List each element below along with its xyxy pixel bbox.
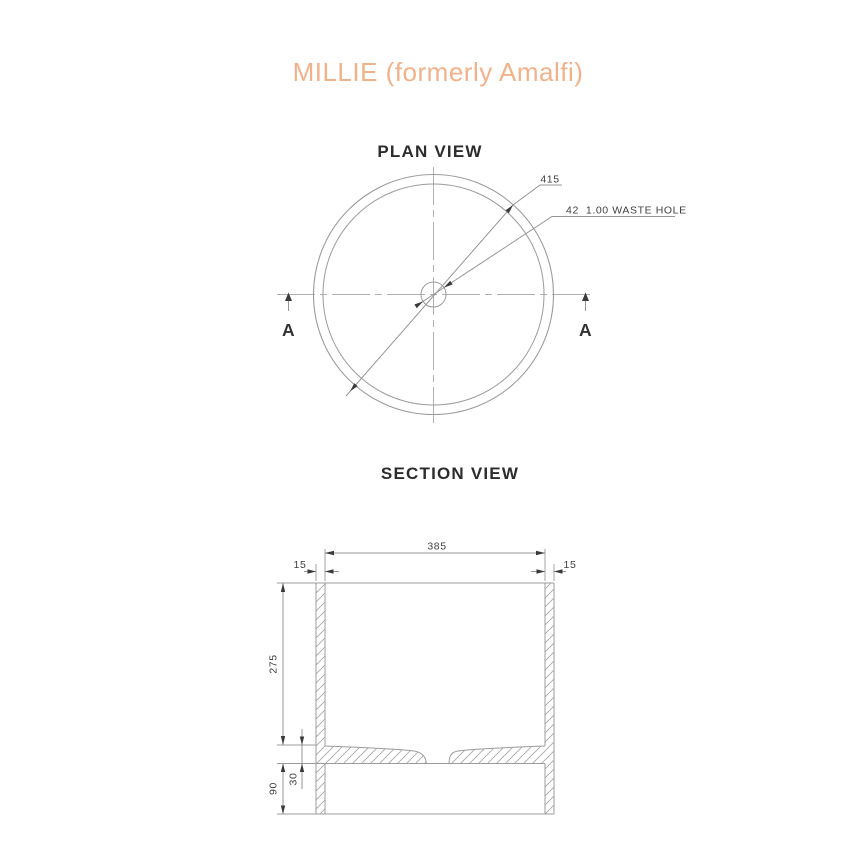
dim-arrow-icon <box>281 736 285 745</box>
plan-drawing <box>277 167 687 423</box>
section-drawing <box>268 541 577 815</box>
section-marker-left-label: A <box>282 320 295 340</box>
dim-label-90: 90 <box>267 782 280 795</box>
section-marker-right <box>579 293 592 341</box>
dim-arrow-icon <box>281 806 285 815</box>
waste-arrow-left-icon <box>414 301 423 308</box>
section-marker-right-label: A <box>579 320 592 340</box>
dim-label-waste-hole: 42 1.00 WASTE HOLE <box>566 204 687 217</box>
section-arrow-right-icon <box>582 293 589 302</box>
plan-diameter-leader <box>346 185 562 396</box>
dim-arrow-icon <box>300 764 304 773</box>
plan-waste-leader <box>416 217 675 307</box>
dim-arrow-icon <box>281 583 285 592</box>
dim-label-415: 415 <box>540 173 560 186</box>
dim-385 <box>325 541 545 556</box>
dim-arrow-icon <box>325 569 334 573</box>
section-right-wall-hatch <box>545 583 554 814</box>
dim-arrow-icon <box>325 551 334 555</box>
section-floor-right-hatch <box>449 746 545 764</box>
dim-275 <box>268 583 286 745</box>
dim-arrow-icon <box>281 764 285 773</box>
dim-arrow-icon <box>537 569 546 573</box>
dim-label-30: 30 <box>287 772 300 786</box>
section-arrow-left-icon <box>285 293 292 302</box>
dim-label-385: 385 <box>427 540 447 553</box>
section-marker-left <box>282 293 295 341</box>
section-left-wall-hatch <box>316 583 325 814</box>
plan-view-heading: PLAN VIEW <box>377 142 483 161</box>
dim-arrow-icon <box>536 551 545 555</box>
dim-label-275: 275 <box>267 654 280 674</box>
section-view-heading: SECTION VIEW <box>380 464 520 483</box>
dim-label-15-left: 15 <box>293 559 307 571</box>
dim-arrow-icon <box>300 737 304 746</box>
dim-arrow-icon <box>308 569 317 573</box>
page-title: MILLIE (formerly Amalfi) <box>292 57 584 87</box>
dim-label-15-right: 15 <box>563 559 577 571</box>
dim-90 <box>268 764 286 815</box>
dim-30 <box>288 729 305 789</box>
dim-arrow-icon <box>554 569 563 573</box>
